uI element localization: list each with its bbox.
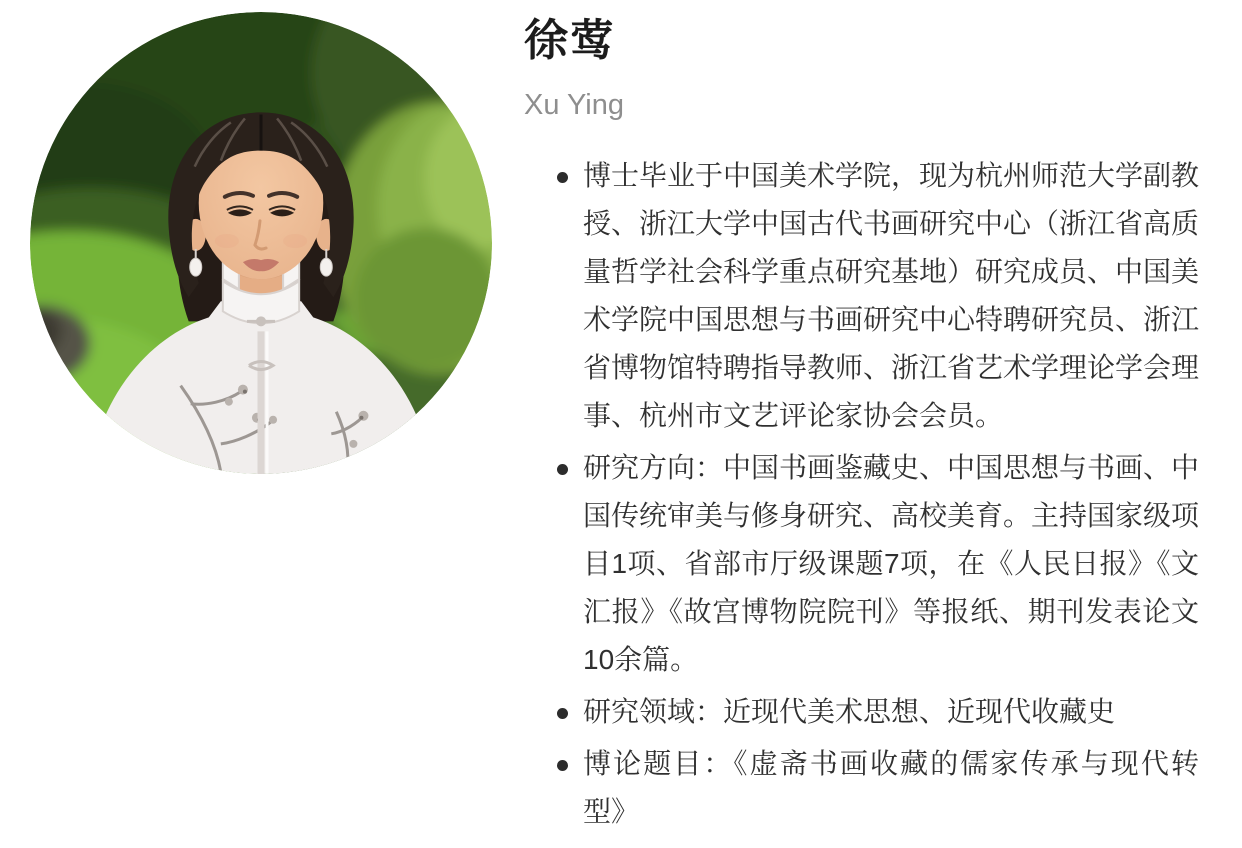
person-name-romanized: Xu Ying: [524, 89, 624, 121]
bio-item-research-field: [524, 688, 1199, 736]
bio-panel: [524, 14, 1199, 840]
bullet-icon: [557, 708, 568, 719]
bullet-icon: [557, 172, 568, 183]
person-name: 徐莺: [524, 16, 616, 65]
bio-item-research-direction: [524, 444, 1199, 684]
bio-item-text: 研究方向：中国书画鉴藏史、中国思想与书画、中国传统审美与修身研究、高校美育。主持国家级项目1项、省部市厅级课题7项，在《人民日报》《文汇报》《故宫博物院院刊》等报纸、期刊发表论文10余篇。: [583, 452, 1200, 675]
bullet-icon: [557, 464, 568, 475]
profile-photo: [30, 12, 492, 474]
bio-item-text: 博论题目：《虚斋书画收藏的儒家传承与现代转型》: [583, 748, 1199, 827]
portrait-illustration: [30, 12, 492, 474]
bullet-icon: [557, 760, 568, 771]
bio-item-dissertation: [524, 740, 1199, 836]
bio-item-text: 博士毕业于中国美术学院，现为杭州师范大学副教授、浙江大学中国古代书画研究中心（浙江省高质量哲学社会科学重点研究基地）研究成员、中国美术学院中国思想与书画研究中心特聘研究员、浙江省博物馆特聘指导教师、浙江省艺术学理论学会理事、杭州市文艺评论家协会会员。: [583, 160, 1200, 431]
bio-list: [524, 152, 1199, 836]
bio-item-education: [524, 152, 1199, 440]
bio-item-text: 研究领域：近现代美术思想、近现代收藏史: [583, 696, 1116, 727]
